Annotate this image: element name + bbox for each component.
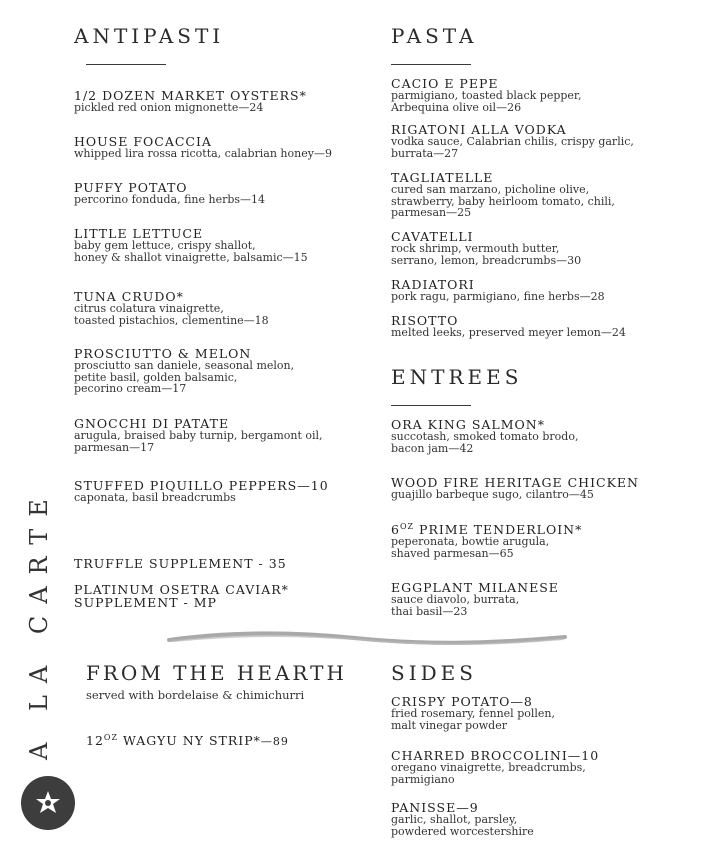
item-desc: baby gem lettuce, crispy shallot, honey & shallot vinaigrette, balsamic—15 [74, 239, 308, 264]
item-desc: rock shrimp, vermouth butter, serrano, lemon, breadcrumbs—30 [391, 242, 582, 267]
entrees-rule [391, 405, 471, 406]
pasta-rule [391, 64, 471, 65]
pasta-heading: PASTA [391, 24, 478, 48]
item-desc: caponata, basil breadcrumbs [74, 491, 236, 504]
menu-item [74, 227, 308, 263]
item-name: EGGPLANT MILANESE [391, 580, 559, 595]
menu-item [74, 181, 265, 206]
menu-item [391, 749, 599, 785]
sides-heading: SIDES [391, 661, 477, 685]
item-name: PANISSE—9 [391, 800, 479, 815]
item-desc: pork ragu, parmigiano, fine herbs—28 [391, 290, 605, 303]
menu-item [74, 347, 294, 395]
item-desc: arugula, braised baby turnip, bergamont oil, parmesan—17 [74, 429, 323, 454]
item-desc: garlic, shallot, parsley, powdered worcestershire [391, 813, 534, 838]
item-name: CHARRED BROCCOLINI—10 [391, 748, 600, 763]
menu-item [391, 77, 581, 113]
menu-item [74, 417, 323, 453]
item-name: PROSCIUTTO & MELON [74, 346, 252, 361]
menu-item [391, 801, 534, 837]
item-desc: peperonata, bowtie arugula, shaved parmesan—65 [391, 535, 550, 560]
item-name: RISOTTO [391, 313, 459, 328]
menu-item [391, 581, 559, 617]
item-name: ORA KING SALMON* [391, 417, 545, 432]
menu-item [391, 123, 634, 159]
item-name: RADIATORI [391, 277, 475, 292]
truffle-supplement: TRUFFLE SUPPLEMENT - 35 [74, 556, 287, 571]
item-name: STUFFED PIQUILLO PEPPERS—10 [74, 478, 329, 493]
side-title: A LA CARTE [25, 487, 53, 760]
entrees-heading: ENTREES [391, 365, 523, 389]
item-desc: sauce diavolo, burrata, thai basil—23 [391, 593, 520, 618]
menu-item [391, 230, 581, 266]
item-desc: parmigiano, toasted black pepper, Arbequina olive oil—26 [391, 89, 582, 114]
item-desc: oregano vinaigrette, breadcrumbs, parmigiano [391, 761, 586, 786]
menu-item [391, 171, 615, 219]
item-name: GNOCCHI DI PATATE [74, 416, 230, 431]
hearth-heading: FROM THE HEARTH [86, 661, 347, 685]
item-desc: cured san marzano, picholine olive, strawberry, baby heirloom tomato, chili, parmesan—25 [391, 183, 615, 219]
item-desc: citrus colatura vinaigrette, toasted pistachios, clementine—18 [74, 302, 269, 327]
item-name: $6^{OZ}$ PRIME TENDERLOIN* [391, 522, 583, 538]
item-desc: vodka sauce, Calabrian chilis, crispy garlic, burrata—27 [391, 135, 634, 160]
item-name: HOUSE FOCACCIA [74, 134, 212, 149]
antipasti-rule [86, 64, 166, 65]
item-name: CACIO E PEPE [391, 76, 499, 91]
antipasti-heading: ANTIPASTI [74, 24, 225, 48]
star-flower-logo-icon [21, 776, 75, 830]
item-desc: whipped lira rossa ricotta, calabrian honey—9 [74, 147, 332, 160]
brush-divider [165, 628, 570, 650]
item-name: LITTLE LETTUCE [74, 226, 204, 241]
item-desc: fried rosemary, fennel pollen, malt vinegar powder [391, 707, 555, 732]
item-name: WOOD FIRE HERITAGE CHICKEN [391, 475, 639, 490]
wagyu-item: $12^{OZ}$ WAGYU NY STRIP*—89 [86, 733, 289, 749]
item-desc: succotash, smoked tomato brodo, bacon jam—42 [391, 430, 579, 455]
item-desc: prosciutto san daniele, seasonal melon, petite basil, golden balsamic, pecorino cream—17 [74, 359, 295, 395]
menu-item [391, 278, 605, 303]
item-name: 1/2 DOZEN MARKET OYSTERS* [74, 88, 307, 103]
item-name: TUNA CRUDO* [74, 289, 184, 304]
menu-item [74, 290, 269, 326]
item-desc: melted leeks, preserved meyer lemon—24 [391, 326, 626, 339]
hearth-note: served with bordelaise & chimichurri [86, 688, 305, 702]
menu-item [391, 418, 578, 454]
menu-item [74, 479, 329, 504]
item-name: PUFFY POTATO [74, 180, 188, 195]
menu-item [74, 89, 307, 114]
item-desc: guajillo barbeque sugo, cilantro—45 [391, 488, 594, 501]
menu-item [391, 314, 626, 339]
item-name: CAVATELLI [391, 229, 474, 244]
item-name: RIGATONI ALLA VODKA [391, 122, 567, 137]
menu-item [391, 476, 639, 501]
item-name: TAGLIATELLE [391, 170, 494, 185]
menu-item [391, 520, 582, 559]
item-desc: percorino fonduda, fine herbs—14 [74, 193, 266, 206]
item-desc: pickled red onion mignonette—24 [74, 101, 264, 114]
item-name: CRISPY POTATO—8 [391, 694, 533, 709]
menu-item [391, 695, 555, 731]
caviar-supplement: PLATINUM OSETRA CAVIAR* SUPPLEMENT - MP [74, 582, 289, 610]
menu-item [74, 135, 332, 160]
